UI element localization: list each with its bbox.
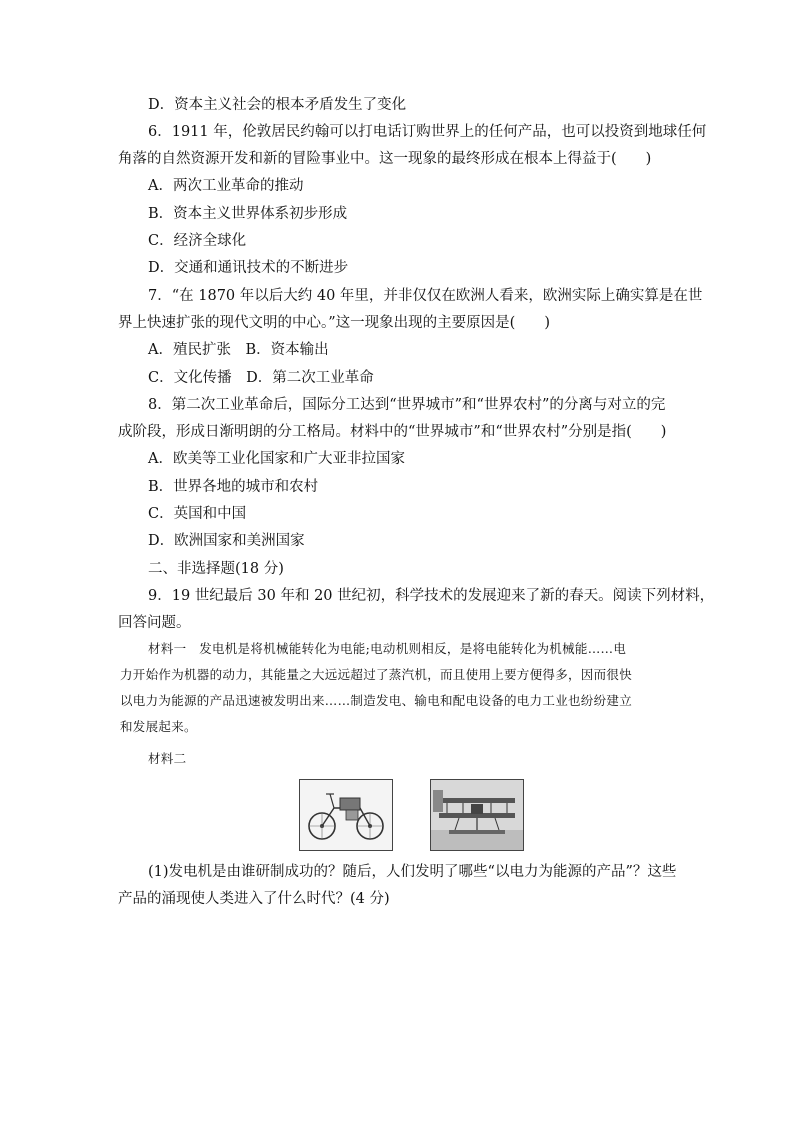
automobile-image [299,779,393,851]
question-8-line-1: 8．第二次工业革命后，国际分工达到“世界城市”和“世界农村”的分离与对立的完 [148,397,666,413]
question-8-line-2: 成阶段，形成日渐明朗的分工格局。材料中的“世界城市”和“世界农村”分别是指( ) [118,424,667,440]
option-8a: A．欧美等工业化国家和广大亚非拉国家 [148,451,405,467]
material-1-line-2: 力开始作为机器的动力，其能量之大远远超过了蒸汽机，而且使用上要方便得多，因而很快 [120,667,633,682]
options-7ab: A．殖民扩张 B．资本输出 [148,342,329,358]
question-9-line-2: 回答问题。 [118,615,191,631]
section-heading: 二、非选择题(18 分) [148,561,284,577]
question-7-line-2: 界上快速扩张的现代文明的中心。”这一现象出现的主要原因是( ) [118,315,550,331]
option-6c: C．经济全球化 [148,233,247,249]
material-1-line-1: 材料一 发电机是将机械能转化为电能;电动机则相反，是将电能转化为机械能……电 [148,641,627,656]
question-7-line-1: 7．“在 1870 年以后大约 40 年里，并非仅仅在欧洲人看来，欧洲实际上确实算是在世 [148,288,703,304]
question-9-1-line-1: (1)发电机是由谁研制成功的？随后，人们发明了哪些“以电力为能源的产品”？这些 [148,864,677,880]
material-2-label: 材料二 [148,751,187,766]
option-8d: D．欧洲国家和美洲国家 [148,533,305,549]
question-9-1-line-2: 产品的涌现使人类进入了什么时代？(4 分) [118,891,390,907]
question-6-line-1: 6．1911 年，伦敦居民约翰可以打电话订购世界上的任何产品，也可以投资到地球任何 [148,124,707,140]
option-8c: C．英国和中国 [148,506,247,522]
option-6a: A．两次工业革命的推动 [148,178,304,194]
material-1-line-3: 以电力为能源的产品迅速被发明出来……制造发电、输电和配电设备的电力工业也纷纷建立 [120,693,633,708]
option-8b: B．世界各地的城市和农村 [148,479,319,495]
material-1-line-4: 和发展起来。 [120,719,197,734]
option-5d: D．资本主义社会的根本矛盾发生了变化 [148,97,407,113]
question-9-line-1: 9．19 世纪最后 30 年和 20 世纪初，科学技术的发展迎来了新的春天。阅读下列材料， [148,588,715,604]
options-7cd: C．文化传播 D．第二次工业革命 [148,370,374,386]
question-6-line-2: 角落的自然资源开发和新的冒险事业中。这一现象的最终形成在根本上得益于( ) [118,151,652,167]
option-6d: D．交通和通讯技术的不断进步 [148,260,349,276]
airplane-image [430,779,524,851]
option-6b: B．资本主义世界体系初步形成 [148,206,348,222]
